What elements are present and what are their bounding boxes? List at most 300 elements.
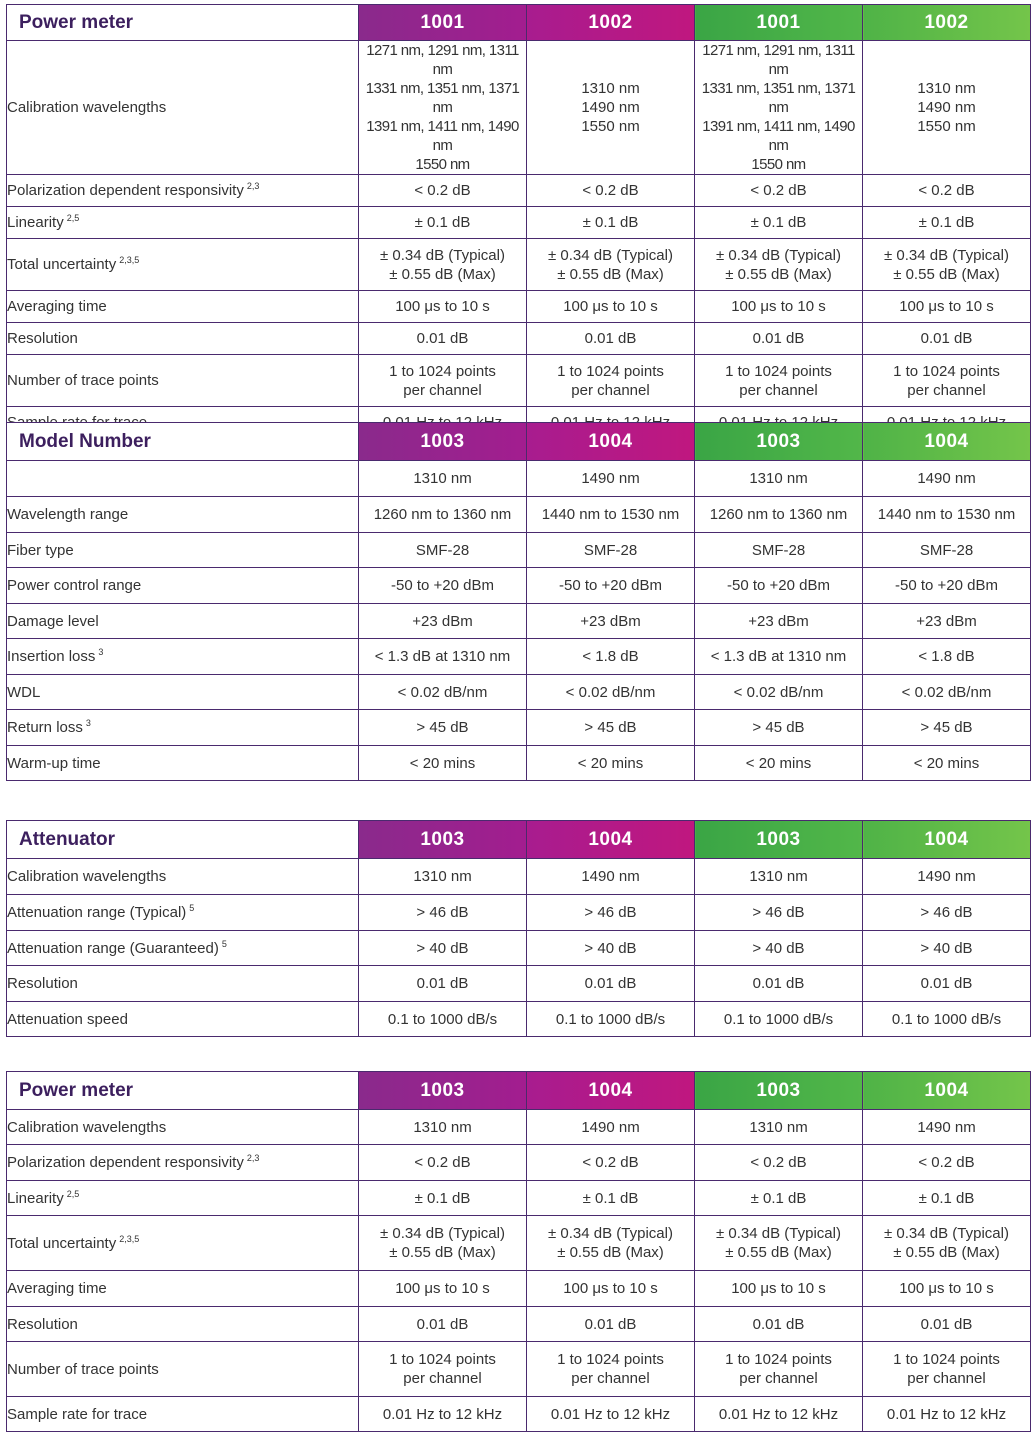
value-cell: [863, 1397, 1031, 1432]
value-line: 0.01 Hz to 12 kHz: [886, 1405, 1007, 1423]
table-row: [7, 461, 1031, 497]
row-label: [7, 1342, 359, 1397]
value-cell: [527, 207, 695, 239]
value-cell: [863, 461, 1031, 497]
value-cell: [359, 895, 527, 931]
value-line: ± 0.55 dB (Max): [389, 1244, 496, 1261]
value-line: > 46 dB: [920, 904, 973, 921]
row-label: [7, 1181, 359, 1216]
value-cell: [863, 1145, 1031, 1181]
value-cell: [695, 1181, 863, 1216]
value-line: 0.01 dB: [920, 975, 973, 992]
row-label-text: Fiber type: [7, 541, 74, 559]
table-row: [7, 895, 1031, 931]
value-cell: [695, 239, 863, 291]
row-label-text: Calibration wavelengths: [7, 99, 167, 116]
value-cell: [695, 461, 863, 497]
value-cell: [863, 710, 1031, 746]
row-label: [7, 895, 359, 931]
value-cell: [527, 323, 695, 355]
value-line: 100 μs to 10 s: [395, 298, 490, 315]
value-cell: [359, 291, 527, 323]
model-header: 1004: [863, 423, 1031, 461]
value-line: 0.01 dB: [416, 330, 469, 347]
row-label-text: Attenuation range (Typical): [7, 904, 187, 921]
value-line: ± 0.34 dB (Typical): [716, 246, 841, 264]
value-cell: [359, 1397, 527, 1432]
value-line: 0.01 dB: [752, 1315, 805, 1333]
table-title: Model Number: [7, 423, 359, 461]
value-line: 1550 nm: [917, 118, 976, 135]
row-label: [7, 710, 359, 746]
model-header: 1003: [359, 821, 527, 859]
value-line: ± 0.55 dB (Max): [557, 265, 664, 283]
value-line: 0.1 to 1000 dB/s: [555, 1010, 666, 1028]
value-line: ± 0.1 dB: [918, 1189, 975, 1207]
row-label-text: Total uncertainty: [7, 256, 117, 273]
row-label-text: WDL: [7, 683, 41, 701]
value-line: per channel: [571, 1370, 650, 1387]
value-line: > 40 dB: [584, 939, 637, 957]
value-line: ± 0.34 dB (Typical): [548, 246, 673, 264]
value-cell: [695, 323, 863, 355]
value-cell: [359, 859, 527, 895]
value-cell: [695, 1342, 863, 1397]
value-line: 1260 nm to 1360 nm: [373, 506, 512, 523]
value-cell: [527, 1307, 695, 1342]
value-cell: [527, 604, 695, 639]
value-line: ± 0.34 dB (Typical): [884, 246, 1009, 264]
model-header: 1003: [359, 423, 527, 461]
value-cell: [359, 1002, 527, 1037]
value-line: < 0.2 dB: [750, 1154, 807, 1171]
value-line: 1310 nm: [749, 868, 808, 885]
value-line: -50 to +20 dBm: [559, 577, 662, 594]
value-line: SMF-28: [919, 541, 974, 559]
model-header: 1003: [695, 1072, 863, 1110]
value-cell: [359, 604, 527, 639]
value-line: 100 μs to 10 s: [899, 1280, 994, 1297]
value-line: 100 μs to 10 s: [395, 1280, 490, 1297]
value-cell: [863, 568, 1031, 604]
value-line: ± 0.34 dB (Typical): [884, 1225, 1009, 1242]
value-cell: [863, 207, 1031, 239]
value-cell: [359, 746, 527, 781]
value-line: < 0.02 dB/nm: [397, 683, 488, 701]
table-row: [7, 207, 1031, 239]
value-cell: [527, 1145, 695, 1181]
footnote-ref: 2,3,5: [119, 255, 140, 265]
table-title: Power meter: [7, 1072, 359, 1110]
value-line: 1310 nm: [581, 80, 640, 97]
spec-table-3: [6, 820, 1031, 1037]
footnote-ref: 2,3: [246, 181, 260, 191]
model-header: 1002: [863, 5, 1031, 41]
value-line: -50 to +20 dBm: [727, 577, 830, 594]
row-label: [7, 497, 359, 533]
model-header: 1001: [695, 5, 863, 41]
value-line: ± 0.1 dB: [750, 1189, 807, 1207]
footnote-ref: 3: [98, 647, 104, 657]
value-line: > 46 dB: [752, 904, 805, 921]
value-cell: [863, 533, 1031, 568]
value-line: > 45 dB: [752, 719, 805, 736]
row-label: [7, 966, 359, 1002]
value-line: +23 dBm: [916, 612, 977, 630]
value-cell: [527, 461, 695, 497]
value-cell: [695, 1002, 863, 1037]
value-cell: [695, 568, 863, 604]
value-line: 1 to 1024 points: [725, 1351, 832, 1368]
value-line: 1 to 1024 points: [893, 362, 1000, 380]
row-label: [7, 746, 359, 781]
value-cell: [359, 639, 527, 675]
value-cell: [527, 675, 695, 710]
row-label-text: Polarization dependent responsivity: [7, 1154, 244, 1171]
value-line: 1 to 1024 points: [389, 362, 496, 380]
value-cell: [359, 1342, 527, 1397]
value-cell: [527, 1397, 695, 1432]
row-label: [7, 1271, 359, 1307]
footnote-ref: 2,5: [66, 213, 80, 223]
value-cell: [695, 966, 863, 1002]
row-label: [7, 639, 359, 675]
value-cell: [359, 1145, 527, 1181]
value-line: 1440 nm to 1530 nm: [877, 506, 1016, 523]
row-label: [7, 931, 359, 966]
row-label: [7, 461, 359, 497]
row-label-text: Linearity: [7, 1189, 64, 1207]
model-header: 1004: [863, 1072, 1031, 1110]
value-cell: [695, 533, 863, 568]
value-line: > 40 dB: [416, 939, 469, 957]
value-line: 1391 nm, 1411 nm, 1490 nm: [366, 118, 519, 154]
model-header: 1004: [863, 821, 1031, 859]
value-cell: [527, 746, 695, 781]
value-line: per channel: [907, 1370, 986, 1387]
value-cell: [695, 1397, 863, 1432]
value-line: 100 μs to 10 s: [563, 298, 658, 315]
row-label-text: Resolution: [7, 975, 78, 992]
value-line: 0.1 to 1000 dB/s: [387, 1010, 498, 1028]
row-label-text: Calibration wavelengths: [7, 1118, 167, 1136]
value-line: 0.1 to 1000 dB/s: [723, 1010, 834, 1028]
value-line: 0.01 dB: [584, 1315, 637, 1333]
value-line: < 0.2 dB: [582, 182, 639, 199]
value-cell: [863, 239, 1031, 291]
value-line: 1490 nm: [581, 1118, 640, 1136]
value-line: +23 dBm: [580, 612, 641, 630]
value-line: < 1.3 dB at 1310 nm: [710, 648, 847, 665]
value-cell: [527, 239, 695, 291]
value-cell: [359, 1181, 527, 1216]
value-cell: [695, 207, 863, 239]
value-line: ± 0.55 dB (Max): [557, 1244, 664, 1261]
value-cell: [527, 533, 695, 568]
row-label-text: Warm-up time: [7, 754, 101, 772]
value-line: ± 0.55 dB (Max): [389, 265, 496, 283]
table-row: [7, 859, 1031, 895]
value-line: SMF-28: [583, 541, 638, 559]
row-label-text: Resolution: [7, 1315, 78, 1333]
value-line: 1 to 1024 points: [557, 1351, 664, 1368]
value-cell: [359, 175, 527, 207]
row-label: [7, 175, 359, 207]
value-line: 0.01 dB: [584, 975, 637, 992]
value-cell: [359, 1271, 527, 1307]
value-line: 1310 nm: [749, 470, 808, 487]
value-line: ± 0.55 dB (Max): [893, 265, 1000, 283]
value-line: per channel: [907, 381, 986, 399]
value-line: ± 0.34 dB (Typical): [380, 1225, 505, 1242]
row-label-text: Averaging time: [7, 298, 107, 315]
value-cell: [863, 323, 1031, 355]
value-cell: [527, 568, 695, 604]
value-cell: [527, 710, 695, 746]
table-row: [7, 710, 1031, 746]
table-row: [7, 1110, 1031, 1145]
value-cell: [527, 931, 695, 966]
value-cell: [863, 1307, 1031, 1342]
value-cell: [359, 497, 527, 533]
value-cell: [527, 355, 695, 407]
value-cell: [695, 604, 863, 639]
value-line: 1440 nm to 1530 nm: [541, 506, 680, 523]
table-row: [7, 533, 1031, 568]
value-cell: [863, 895, 1031, 931]
table-row: [7, 497, 1031, 533]
table-row: [7, 639, 1031, 675]
value-line: 100 μs to 10 s: [731, 1280, 826, 1297]
value-cell: [863, 966, 1031, 1002]
row-label-text: Damage level: [7, 612, 99, 630]
value-cell: [359, 1216, 527, 1271]
row-label: [7, 1110, 359, 1145]
value-cell: [359, 355, 527, 407]
footnote-ref: 2,3,5: [119, 1233, 140, 1244]
value-cell: [359, 239, 527, 291]
table-title: Power meter: [7, 5, 359, 41]
row-label: [7, 239, 359, 291]
row-label-text: Linearity: [7, 214, 64, 231]
value-line: +23 dBm: [412, 612, 473, 630]
table-row: [7, 355, 1031, 407]
value-cell: [863, 859, 1031, 895]
table-row: [7, 604, 1031, 639]
table-row: [7, 41, 1031, 175]
value-line: 0.01 dB: [416, 1315, 469, 1333]
spec-table-4: [6, 1071, 1031, 1432]
model-header: 1004: [527, 1072, 695, 1110]
footnote-ref: 3: [85, 718, 91, 728]
value-line: 1490 nm: [917, 99, 976, 116]
value-line: 1310 nm: [749, 1118, 808, 1136]
row-label-text: Attenuation speed: [7, 1010, 128, 1028]
model-header: 1003: [695, 821, 863, 859]
row-label-text: Insertion loss: [7, 648, 96, 665]
table-row: [7, 1397, 1031, 1432]
value-cell: [527, 639, 695, 675]
value-cell: [863, 1002, 1031, 1037]
value-cell: [695, 175, 863, 207]
row-label: [7, 1397, 359, 1432]
value-line: < 0.02 dB/nm: [565, 683, 656, 701]
row-label-text: Total uncertainty: [7, 1234, 117, 1252]
value-cell: [863, 1342, 1031, 1397]
value-cell: [863, 675, 1031, 710]
value-line: 1331 nm, 1351 nm, 1371 nm: [365, 80, 520, 116]
row-label: [7, 604, 359, 639]
value-cell: [359, 461, 527, 497]
value-line: per channel: [739, 1370, 818, 1387]
value-cell: [863, 1110, 1031, 1145]
value-cell: [527, 1181, 695, 1216]
value-cell: [695, 1271, 863, 1307]
value-line: ± 0.1 dB: [582, 1189, 639, 1207]
value-cell: [695, 355, 863, 407]
value-cell: [863, 497, 1031, 533]
value-line: 1550 nm: [751, 156, 806, 173]
value-line: < 0.2 dB: [414, 1154, 471, 1171]
row-label-text: Power control range: [7, 577, 142, 594]
value-cell: [527, 291, 695, 323]
row-label: [7, 568, 359, 604]
row-label: [7, 533, 359, 568]
value-cell: [527, 175, 695, 207]
value-cell: [863, 41, 1031, 175]
value-cell: [359, 207, 527, 239]
value-line: > 46 dB: [416, 904, 469, 921]
value-line: > 40 dB: [920, 939, 973, 957]
row-label-text: Calibration wavelengths: [7, 868, 167, 885]
value-line: < 1.8 dB: [582, 648, 639, 665]
row-label-text: Polarization dependent responsivity: [7, 182, 244, 199]
row-label-text: Number of trace points: [7, 1360, 159, 1378]
value-cell: [359, 568, 527, 604]
row-label: [7, 291, 359, 323]
value-line: +23 dBm: [748, 612, 809, 630]
value-line: 1 to 1024 points: [389, 1351, 496, 1368]
value-line: 1331 nm, 1351 nm, 1371 nm: [701, 80, 856, 116]
model-header: 1004: [527, 821, 695, 859]
row-label: [7, 1216, 359, 1271]
value-cell: [695, 859, 863, 895]
value-cell: [695, 639, 863, 675]
value-line: ± 0.34 dB (Typical): [716, 1225, 841, 1242]
table-row: [7, 966, 1031, 1002]
value-line: 1 to 1024 points: [893, 1351, 1000, 1368]
value-line: < 0.02 dB/nm: [901, 683, 992, 701]
value-line: -50 to +20 dBm: [391, 577, 494, 594]
table-row: [7, 931, 1031, 966]
value-line: > 40 dB: [752, 939, 805, 957]
value-line: 0.01 dB: [584, 330, 637, 347]
value-cell: [359, 966, 527, 1002]
value-cell: [695, 41, 863, 175]
value-cell: [527, 1271, 695, 1307]
spec-table-1: [6, 4, 1031, 439]
value-line: 0.01 dB: [920, 1315, 973, 1333]
value-line: 100 μs to 10 s: [563, 1280, 658, 1297]
value-line: per channel: [403, 1370, 482, 1387]
model-header: 1002: [527, 5, 695, 41]
value-line: 1310 nm: [413, 470, 472, 487]
value-cell: [359, 675, 527, 710]
row-label-text: Return loss: [7, 719, 83, 736]
value-cell: [863, 604, 1031, 639]
value-line: 1310 nm: [413, 868, 472, 885]
table-row: [7, 746, 1031, 781]
value-line: < 0.2 dB: [414, 182, 471, 199]
value-line: 1490 nm: [917, 868, 976, 885]
value-line: 1550 nm: [415, 156, 470, 173]
value-line: 1490 nm: [581, 868, 640, 885]
value-line: 1271 nm, 1291 nm, 1311 nm: [366, 42, 519, 78]
value-cell: [695, 895, 863, 931]
value-line: 100 μs to 10 s: [731, 298, 826, 315]
value-line: 1490 nm: [581, 99, 640, 116]
footnote-ref: 2,3: [246, 1153, 260, 1163]
value-cell: [359, 1307, 527, 1342]
value-line: 0.01 dB: [752, 975, 805, 992]
value-cell: [695, 1216, 863, 1271]
row-label-text: Attenuation range (Guaranteed): [7, 939, 219, 957]
value-line: per channel: [739, 381, 818, 399]
row-label-text: Wavelength range: [7, 506, 129, 523]
value-line: < 1.3 dB at 1310 nm: [374, 648, 511, 665]
footnote-ref: 2,5: [66, 1188, 80, 1199]
value-line: > 46 dB: [584, 904, 637, 921]
value-line: 0.01 Hz to 12 kHz: [382, 1405, 503, 1423]
value-line: ± 0.55 dB (Max): [725, 1244, 832, 1261]
value-line: ± 0.55 dB (Max): [893, 1244, 1000, 1261]
value-line: per channel: [403, 381, 482, 399]
value-line: -50 to +20 dBm: [895, 577, 998, 594]
value-cell: [863, 1181, 1031, 1216]
table-row: [7, 1307, 1031, 1342]
model-header: 1003: [359, 1072, 527, 1110]
row-label: [7, 207, 359, 239]
value-cell: [863, 639, 1031, 675]
table-row: [7, 291, 1031, 323]
value-cell: [695, 497, 863, 533]
value-line: 100 μs to 10 s: [899, 298, 994, 315]
value-line: 0.01 Hz to 12 kHz: [550, 1405, 671, 1423]
value-line: < 0.2 dB: [918, 1154, 975, 1171]
value-line: 1 to 1024 points: [725, 362, 832, 380]
value-cell: [359, 533, 527, 568]
footnote-ref: 5: [221, 938, 227, 949]
value-line: 0.01 dB: [416, 975, 469, 992]
row-label-text: Sample rate for trace: [7, 1405, 148, 1423]
value-line: SMF-28: [751, 541, 806, 559]
row-label: [7, 1002, 359, 1037]
value-cell: [695, 1110, 863, 1145]
row-label: [7, 675, 359, 710]
table-row: [7, 323, 1031, 355]
model-header: 1003: [695, 423, 863, 461]
table-row: [7, 1342, 1031, 1397]
value-line: < 0.2 dB: [750, 182, 807, 199]
value-cell: [695, 675, 863, 710]
value-line: ± 0.55 dB (Max): [725, 265, 832, 283]
table-row: [7, 239, 1031, 291]
row-label: [7, 1145, 359, 1181]
value-line: 1490 nm: [917, 470, 976, 487]
value-cell: [527, 1002, 695, 1037]
value-line: ± 0.34 dB (Typical): [548, 1225, 673, 1242]
value-line: 1310 nm: [917, 80, 976, 97]
